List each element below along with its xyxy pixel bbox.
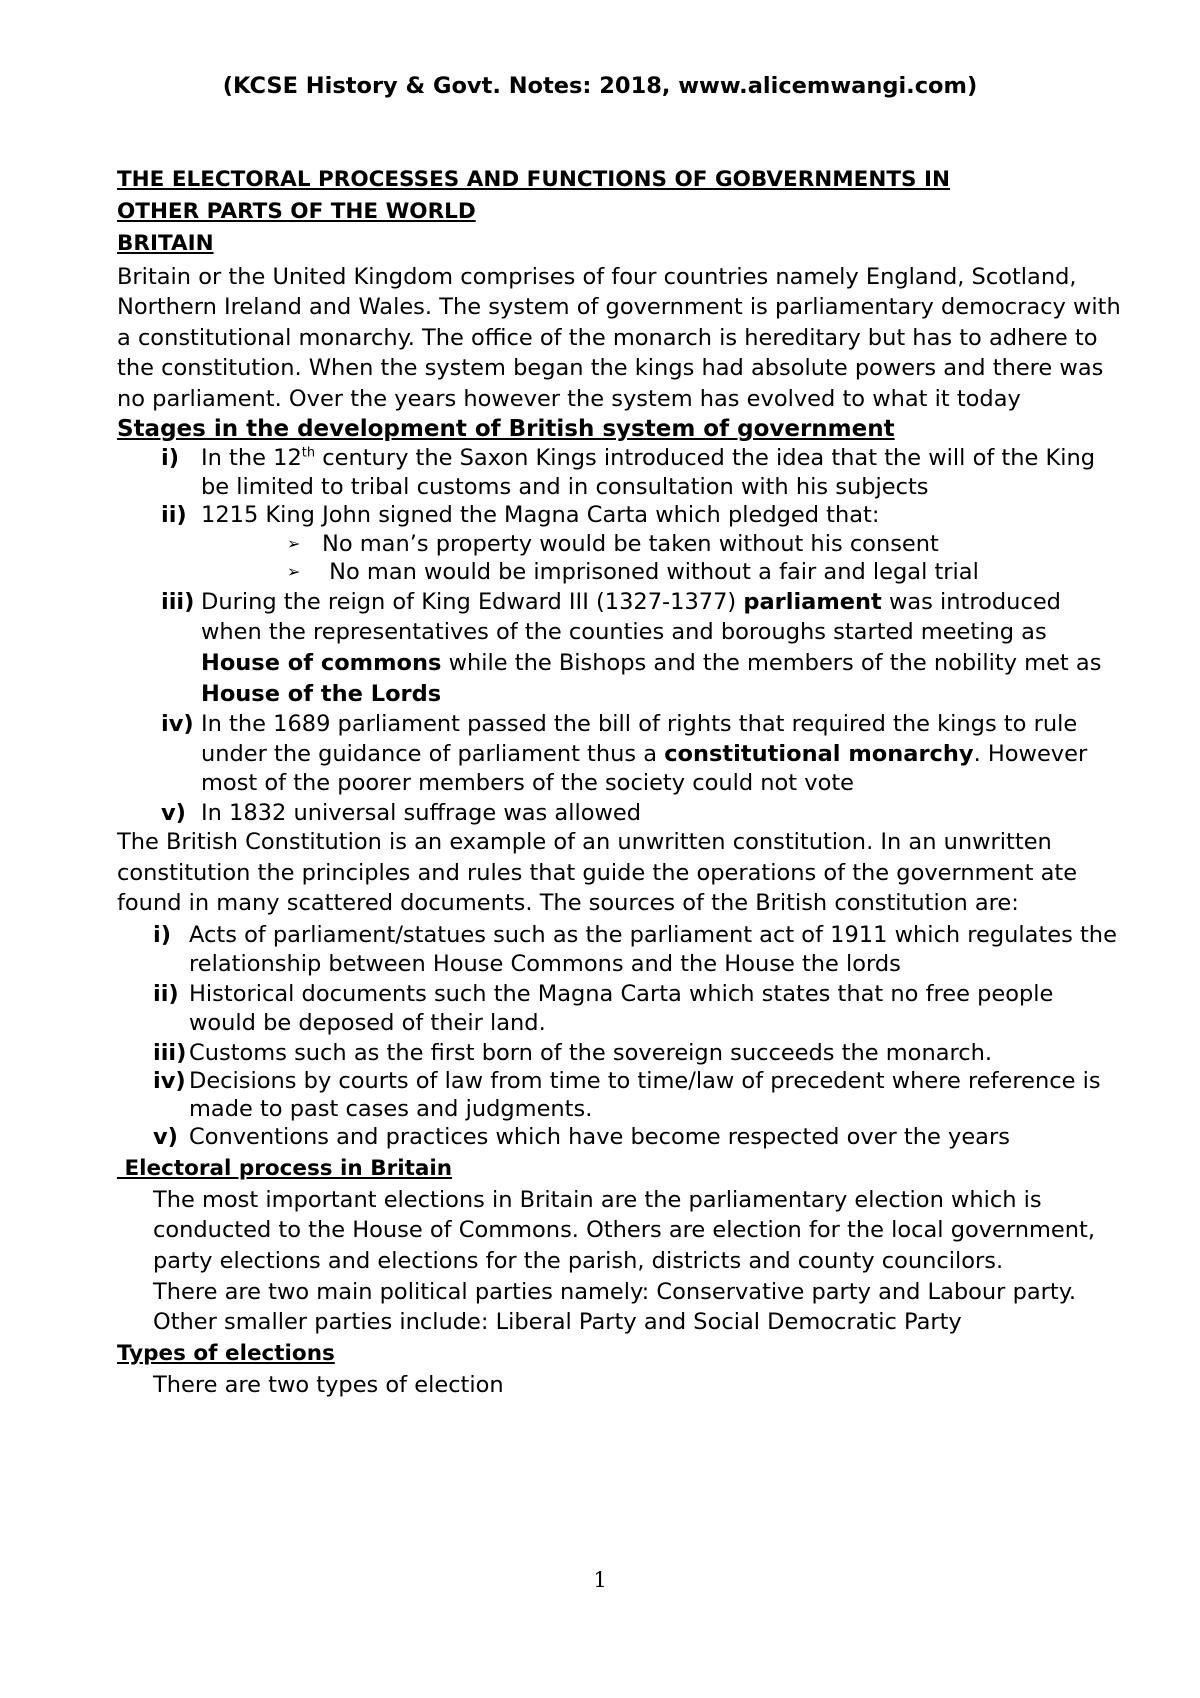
stage-number: v) <box>161 800 186 827</box>
list-item <box>117 558 1127 587</box>
source-text: Conventions and practices which have become respected over the years <box>189 1124 1010 1151</box>
list-item <box>117 530 1127 559</box>
stage-text: was introduced when the representatives of the counties and boroughs started meeting as <box>201 588 1061 646</box>
page-number: 1 <box>593 1568 607 1592</box>
stage-text: In the 1689 parliament passed the bill of rights that required the kings to rule under the guidance of parliament thus a <box>201 710 1078 767</box>
source-item-iv <box>117 1068 1127 1123</box>
pledge-text: No man would be imprisoned without a fair and legal trial <box>322 559 979 586</box>
stage-text: century the Saxon Kings introduced the idea that the will of the King be limited to tribal customs and in consultation with his subjects <box>201 445 1096 500</box>
source-number: v) <box>153 1124 178 1151</box>
source-item-ii <box>117 980 1127 1039</box>
arrow-bullet-icon: ➢ <box>287 562 301 582</box>
types-heading: Types of elections <box>117 1340 335 1366</box>
stage-item-v <box>117 799 1127 827</box>
source-number: iii) <box>153 1039 187 1066</box>
britain-heading: BRITAIN <box>117 231 214 256</box>
page-header: (KCSE History & Govt. Notes: 2018, www.alicemwangi.com) <box>222 73 978 99</box>
stage-text: In 1832 universal suffrage was allowed <box>201 800 642 827</box>
stage-text: In the 12 <box>201 445 302 472</box>
source-item-v <box>117 1123 1127 1153</box>
stage-superscript: th <box>301 445 316 461</box>
source-text: Acts of parliament/statues such as the parliament act of 1911 which regulates the relationship between House Commons and the House the lords <box>189 921 1117 978</box>
electoral-paragraph-1: The most important elections in Britain are the parliamentary election which is conducted to the House of Commons. Others are election for the local government, party elections and elections for the parish, districts and county councilors. <box>153 1186 1096 1275</box>
electoral-paragraph-2: There are two main political parties namely: Conservative party and Labour party. Other smaller parties include: Liberal Party and Social Democratic Party <box>153 1278 1076 1336</box>
document-body <box>117 164 1127 1400</box>
pledge-text: No man’s property would be taken without his consent <box>322 530 939 557</box>
stage-bold-term: parliament <box>743 588 882 615</box>
source-text: Historical documents such the Magna Carta which states that no free people would be deposed of their land. <box>189 980 1054 1037</box>
document-title-line-2: OTHER PARTS OF THE WORLD <box>117 199 476 224</box>
stage-number: iv) <box>161 710 194 737</box>
source-number: iv) <box>153 1068 186 1095</box>
stage-text: 1215 King John signed the Magna Carta which pledged that: <box>201 502 880 529</box>
stage-number: ii) <box>161 502 187 529</box>
source-text: Customs such as the first born of the sovereign succeeds the monarch. <box>189 1039 993 1066</box>
stage-number: iii) <box>161 588 195 615</box>
source-item-iii <box>117 1039 1127 1069</box>
magna-carta-pledges <box>117 530 1127 587</box>
stage-text: . However most of the poorer members of the society could not vote <box>201 740 1088 797</box>
electoral-heading: Electoral process in Britain <box>117 1155 453 1181</box>
intro-paragraph: Britain or the United Kingdom comprises of four countries namely England, Scotland, Northern Ireland and Wales. The system of government is parliamentary democracy with a constitutional monarchy. The office of the monarch is hereditary but has to adhere to the constitution. When the system began the kings had absolute powers and there was no parliament. Over the years however the system has evolved to what it today <box>117 264 1121 412</box>
stage-text: During the reign of King Edward III (1327-1377) <box>201 588 744 615</box>
stage-bold-term: constitutional monarchy <box>664 740 974 767</box>
types-paragraph: There are two types of election <box>153 1371 504 1398</box>
stage-item-ii <box>117 501 1127 530</box>
source-number: ii) <box>153 980 179 1007</box>
source-item-i <box>117 921 1127 980</box>
document-title-line-1: THE ELECTORAL PROCESSES AND FUNCTIONS OF GOBVERNMENTS IN <box>117 167 950 192</box>
stage-item-iii <box>117 587 1127 710</box>
stage-item-i <box>117 444 1127 501</box>
stage-item-iv <box>117 710 1127 799</box>
source-text: Decisions by courts of law from time to time/law of precedent where reference is made to past cases and judgments. <box>189 1068 1101 1122</box>
stage-bold-term: House of commons <box>201 650 442 677</box>
constitution-paragraph: The British Constitution is an example of an unwritten constitution. In an unwritten constitution the principles and rules that guide the operations of the government ate found in many scattered documents. The sources of the British constitution are: <box>117 829 1078 917</box>
stage-text: while the Bishops and the members of the nobility met as <box>441 650 1102 677</box>
stage-number: i) <box>161 445 179 472</box>
source-number: i) <box>153 921 171 948</box>
stage-bold-term: House of the Lords <box>201 680 442 707</box>
arrow-bullet-icon: ➢ <box>287 533 301 553</box>
stages-heading: Stages in the development of British system of government <box>117 416 895 443</box>
